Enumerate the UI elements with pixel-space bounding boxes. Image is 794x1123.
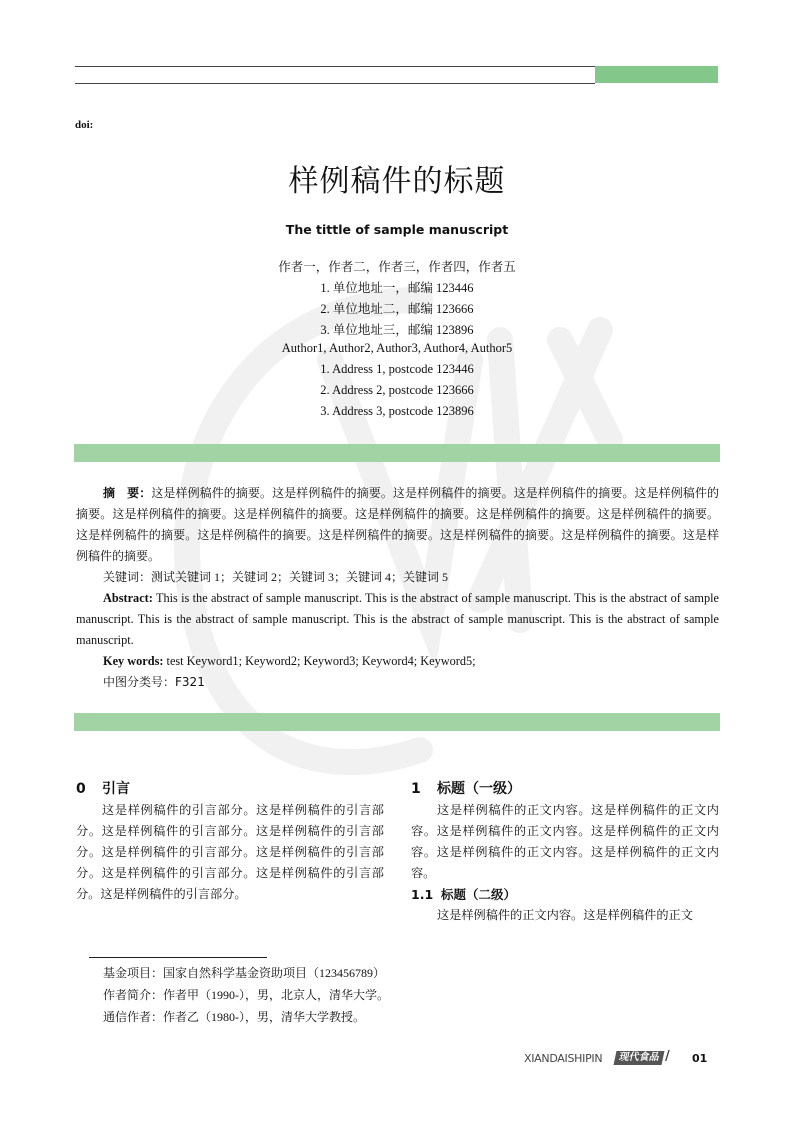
clc-number	[76, 672, 719, 693]
abstract-en-text: This is the abstract of sample manuscript. This is the abstract of sample manuscript. This is the abstract of sample manuscript. This is the abstract of sample manuscript. This is the abstract of sample manuscript. This is the abstract of sample manuscript.	[76, 591, 719, 647]
section-title: 标题（一级）	[437, 781, 521, 797]
section-divider-bar-2	[74, 713, 720, 731]
keywords-cn-label: 关键词：	[103, 570, 152, 584]
affiliation-en-1: 1. Address 1, postcode 123446	[320, 362, 474, 376]
section-1-1-paragraph: 这是样例稿件的正文内容。这是样例稿件的正文	[437, 908, 693, 922]
clc-value: F321	[175, 675, 205, 689]
footnote-funding	[103, 963, 385, 984]
section-divider-bar	[74, 444, 720, 462]
header-rule-bottom	[75, 83, 595, 84]
header-accent-block	[595, 66, 718, 83]
title-cn: 样例稿件的标题	[288, 164, 506, 199]
abstract-cn-text: 这是样例稿件的摘要。这是样例稿件的摘要。这是样例稿件的摘要。这是样例稿件的摘要。这是样例稿件的摘要。这是样例稿件的摘要。这是样例稿件的摘要。这是样例稿件的摘要。这是样例稿件的摘要。这是样例稿件的摘要。这是样例稿件的摘要。这是样例稿件的摘要。这是样例稿件的摘要。这是样例稿件的摘要。这是样例稿件的摘要。这是样例稿件的摘要。	[76, 486, 719, 563]
keywords-cn-text: 测试关键词 1；关键词 2；关键词 3；关键词 4；关键词 5	[151, 570, 449, 584]
section-heading-1-1	[411, 884, 719, 905]
title-en: The tittle of sample manuscript	[285, 222, 509, 237]
affiliation-cn-1: 1. 单位地址一，邮编 123446	[320, 281, 474, 295]
authors-en: Author1, Author2, Author3, Author4, Author5	[281, 341, 513, 355]
affiliation-en-3: 3. Address 3, postcode 123896	[320, 404, 474, 418]
section-number: 0	[76, 781, 86, 797]
abstract-cn	[76, 483, 719, 567]
intro-paragraph: 这是样例稿件的引言部分。这是样例稿件的引言部分。这是样例稿件的引言部分。这是样例稿件的引言部分。这是样例稿件的引言部分。这是样例稿件的引言部分。这是样例稿件的引言部分。这是样例稿件的引言部分。这是样例稿件的引言部分。	[76, 803, 384, 901]
journal-logo: 现代食品	[614, 1051, 665, 1065]
keywords-cn	[76, 567, 719, 588]
affiliation-cn-2: 2. 单位地址二，邮编 123666	[320, 302, 474, 316]
clc-label: 中图分类号：	[103, 675, 176, 689]
footnote-label: 基金项目：	[103, 966, 164, 980]
footnote-text: 作者乙（1980-），男，清华大学教授。	[163, 1010, 366, 1024]
abstract-en	[76, 588, 719, 651]
section-number: 1	[411, 781, 421, 797]
keywords-en-label: Key words:	[103, 654, 164, 668]
abstract-en-label: Abstract:	[103, 591, 153, 605]
footnote-text: 国家自然科学基金资助项目（123456789）	[163, 966, 386, 980]
affiliation-cn-3: 3. 单位地址三，邮编 123896	[320, 323, 474, 337]
footnote-author-bio	[103, 985, 389, 1006]
keywords-en	[76, 651, 719, 672]
footer-slash: /	[665, 1049, 670, 1064]
header-rule-top	[75, 66, 595, 67]
footnote-label: 通信作者：	[103, 1010, 164, 1024]
affiliation-en-2: 2. Address 2, postcode 123666	[320, 383, 474, 397]
section-1-paragraph: 这是样例稿件的正文内容。这是样例稿件的正文内容。这是样例稿件的正文内容。这是样例稿件的正文内容。这是样例稿件的正文内容。这是样例稿件的正文内容。	[411, 803, 719, 880]
journal-pinyin: XIANDAISHIPIN	[524, 1052, 603, 1065]
subsection-number: 1.1	[411, 887, 434, 902]
section-title: 引言	[102, 781, 130, 797]
section-heading-1	[411, 778, 719, 800]
authors-cn: 作者一，作者二，作者三，作者四，作者五	[278, 259, 516, 274]
doi-label: doi:	[75, 119, 94, 131]
section-heading-intro	[76, 778, 384, 800]
footnote-rule	[89, 957, 267, 958]
section-1	[411, 778, 719, 926]
footnote-text: 作者甲（1990-），男，北京人，清华大学。	[163, 988, 390, 1002]
subsection-title: 标题（二级）	[441, 887, 517, 902]
footnote-corresponding	[103, 1007, 365, 1028]
abstract-cn-label: 摘 要：	[103, 486, 152, 500]
section-intro	[76, 778, 384, 905]
footnote-label: 作者简介：	[103, 988, 164, 1002]
keywords-en-text: test Keyword1; Keyword2; Keyword3; Keyword4; Keyword5;	[163, 654, 476, 668]
page-number: 01	[692, 1052, 708, 1065]
